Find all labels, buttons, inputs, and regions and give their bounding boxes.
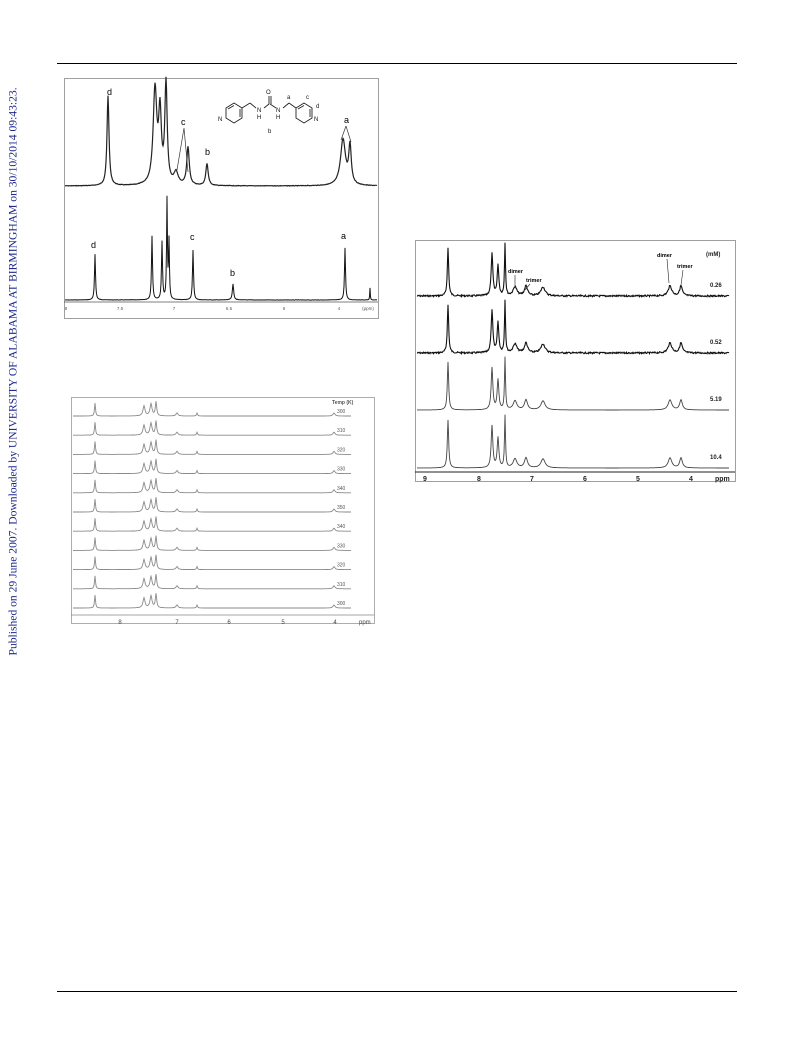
footer-rule <box>57 991 737 992</box>
conc-x-tick: 7 <box>530 476 534 483</box>
vt-x-tick: 8 <box>118 620 122 626</box>
vt-x-tick: 4 <box>333 620 337 626</box>
vt-temperature-label: 300 <box>337 409 346 415</box>
conc-label: 0.26 <box>710 283 722 289</box>
conc-x-tick: 5 <box>636 476 640 483</box>
conc-x-tick: 8 <box>477 476 481 483</box>
annot-dimer-right: dimer <box>657 253 672 259</box>
download-notice <box>2 87 24 660</box>
vt-temperature-label: 340 <box>337 524 346 531</box>
n-right: N <box>314 117 319 123</box>
peak-label-bottom-a: a <box>341 231 347 241</box>
peak-label-bottom-b: b <box>230 268 236 278</box>
conc-labels <box>710 283 722 461</box>
struct-label-d: d <box>316 104 320 110</box>
figure-3-concentration-series <box>415 240 737 484</box>
vt-header: Temp (K) <box>332 400 354 406</box>
figure-2-variable-temperature <box>71 397 376 625</box>
vt-traces <box>73 401 351 608</box>
vt-trace <box>73 420 351 435</box>
figure-1-unit: (ppm) <box>362 306 374 311</box>
annot-trimer-left: trimer <box>526 278 542 284</box>
vt-temperature-label: 330 <box>337 543 346 550</box>
molecule-structure <box>226 96 312 123</box>
conc-x-tick: 6 <box>583 476 587 483</box>
n-left: N <box>218 117 223 123</box>
svg-text:8: 8 <box>64 306 68 311</box>
annot-trimer-right: trimer <box>677 264 693 270</box>
conc-header: (mM) <box>706 252 721 258</box>
vt-trace <box>73 497 351 512</box>
svg-text:6.5: 6.5 <box>225 306 233 311</box>
peak-label-top-a: a <box>344 115 350 125</box>
conc-x-tick: 4 <box>689 476 693 483</box>
vt-trace <box>73 536 351 551</box>
conc-x-tick: 9 <box>423 476 427 483</box>
conc-trace <box>417 415 729 468</box>
download-notice-text: Published on 29 June 2007. Downloaded by UNIVERSITY OF ALABAMA AT BIRMINGHAM on 30/10/2014 09:43:23. <box>6 87 20 656</box>
peak-label-bottom-d: d <box>91 240 97 250</box>
vt-temperature-labels <box>337 409 346 607</box>
struct-label-b: b <box>268 129 272 135</box>
vt-x-tick: 5 <box>281 620 285 626</box>
vt-trace <box>73 440 351 455</box>
peak-label-top-c: c <box>181 117 186 127</box>
vt-x-tick: 6 <box>227 620 231 626</box>
peak-label-top-d: d <box>107 87 113 97</box>
vt-trace <box>73 478 351 493</box>
conc-trace <box>417 300 729 354</box>
vt-trace <box>73 401 351 416</box>
vt-temperature-label: 320 <box>337 447 346 454</box>
vt-temperature-label: 300 <box>337 601 346 607</box>
o-atom: O <box>266 90 271 96</box>
conc-label: 5.19 <box>710 397 722 403</box>
svg-text:7.5: 7.5 <box>116 306 124 311</box>
conc-label: 10.4 <box>710 455 722 461</box>
svg-text:7: 7 <box>172 306 176 311</box>
vt-temperature-label: 330 <box>337 466 346 473</box>
vt-temperature-label: 340 <box>337 485 346 492</box>
vt-x-tick: 7 <box>175 620 179 626</box>
annot-dimer-left: dimer <box>508 269 523 275</box>
nh-right: N <box>276 108 281 114</box>
h-left: H <box>257 115 262 121</box>
vt-trace <box>73 574 351 589</box>
vt-trace <box>73 555 351 570</box>
svg-text:6: 6 <box>282 306 286 311</box>
conc-label: 0.52 <box>710 340 722 346</box>
peak-label-top-b: b <box>205 147 211 157</box>
h-right: H <box>276 115 281 121</box>
annotation-leaders <box>515 259 683 290</box>
conc-unit: ppm <box>715 476 730 483</box>
figure-1-ticks <box>65 306 375 311</box>
vt-trace <box>73 459 351 474</box>
vt-temperature-label: 350 <box>337 505 346 511</box>
figure-1-nmr-comparison <box>64 78 380 320</box>
vt-unit: ppm <box>359 620 371 626</box>
struct-label-a: a <box>287 95 291 101</box>
spectrum-bottom <box>65 196 377 300</box>
header-rule <box>57 63 737 64</box>
vt-trace <box>73 516 351 531</box>
nh-left: N <box>257 108 262 114</box>
conc-trace <box>417 357 729 410</box>
svg-text:4: 4 <box>337 306 341 311</box>
vt-temperature-label: 310 <box>337 428 346 435</box>
vt-temperature-label: 310 <box>337 581 346 588</box>
vt-trace <box>73 593 351 608</box>
struct-label-c: c <box>306 95 309 101</box>
vt-temperature-label: 320 <box>337 562 346 569</box>
peak-label-bottom-c: c <box>190 232 195 242</box>
